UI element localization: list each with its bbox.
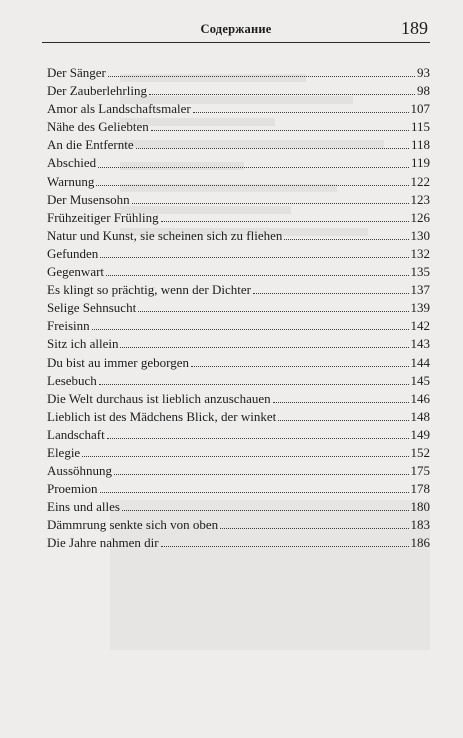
toc-entry-title: Der Musensohn [47,191,130,207]
toc-entry-page: 175 [410,463,430,479]
toc-entry-page: 183 [410,517,430,533]
toc-entry [47,516,430,534]
toc-entry-title: Proemion [47,481,98,497]
dot-leader [132,202,409,204]
table-of-contents [47,64,430,553]
toc-entry-title: Sitz ich allein [47,336,119,352]
toc-entry-title: Die Welt durchaus ist lieblich anzuschauen [47,390,271,406]
dot-leader [149,93,415,95]
toc-entry [47,299,430,317]
toc-entry-title: Selige Sehnsucht [47,300,137,316]
toc-entry-title: Gegenwart [47,264,105,280]
toc-entry [47,100,430,118]
toc-entry-page: 142 [410,318,430,334]
toc-entry-page: 115 [410,119,430,135]
dot-leader [99,383,409,385]
toc-entry-page: 123 [410,191,430,207]
toc-entry [47,191,430,209]
dot-leader [100,491,409,493]
toc-entry-title: Lieblich ist des Mädchens Blick, der winket [47,408,277,424]
toc-entry-page: 146 [410,390,430,406]
dot-leader [193,111,409,113]
toc-entry-title: Aussöhnung [47,463,113,479]
dot-leader [106,274,408,276]
dot-leader [82,455,408,457]
dot-leader [100,256,408,258]
toc-entry [47,426,430,444]
toc-entry-title: Frühzeitiger Frühling [47,209,159,225]
toc-entry-page: 149 [410,426,430,442]
dot-leader [278,419,408,421]
toc-entry [47,118,430,136]
toc-entry-page: 130 [410,227,430,243]
dot-leader [284,238,408,240]
dot-leader [253,292,409,294]
dot-leader [107,437,409,439]
dot-leader [96,184,408,186]
toc-entry [47,335,430,353]
toc-entry [47,480,430,498]
toc-entry [47,245,430,263]
toc-entry-page: 137 [410,282,430,298]
dot-leader [161,545,409,547]
running-header [42,16,430,43]
toc-entry [47,444,430,462]
toc-entry-page: 93 [417,65,430,80]
toc-entry [47,154,430,172]
toc-entry-page: 148 [410,408,430,424]
toc-entry-title: Landschaft [47,426,105,442]
toc-entry-title: Der Zauberlehrling [47,83,147,99]
dot-leader [220,527,408,529]
toc-entry-title: Abschied [47,155,97,171]
toc-entry-page: 122 [410,173,430,189]
toc-entry-title: Du bist au immer geborgen [47,354,190,370]
dot-leader [114,473,408,475]
toc-entry-page: 180 [410,499,430,515]
dot-leader [108,75,415,77]
toc-entry [47,263,430,281]
dot-leader [138,310,408,312]
toc-entry-title: Dämmrung senkte sich von oben [47,517,219,533]
page-number: 189 [401,18,428,38]
dot-leader [98,166,409,168]
toc-entry-title: An die Entfernte [47,137,134,153]
toc-entry-title: Nähe des Geliebten [47,119,149,135]
toc-entry-title: Natur und Kunst, sie scheinen sich zu fliehen [47,227,283,243]
toc-entry [47,209,430,227]
toc-entry [47,408,430,426]
toc-entry-title: Lesebuch [47,372,97,388]
toc-entry [47,82,430,100]
toc-entry-title: Die Jahre nahmen dir [47,535,159,551]
toc-entry-page: 98 [417,83,430,99]
toc-entry-page: 132 [410,245,430,261]
dot-leader [161,220,409,222]
page-title: Содержание [200,22,272,36]
toc-entry-page: 178 [410,481,430,497]
toc-entry-page: 119 [410,155,430,171]
toc-entry-title: Der Sänger [47,65,106,80]
dot-leader [122,509,409,511]
dot-leader [92,328,409,330]
toc-entry [47,498,430,516]
toc-entry [47,372,430,390]
toc-entry [47,64,430,82]
toc-entry [47,281,430,299]
toc-entry-page: 118 [410,137,430,153]
toc-entry-title: Elegie [47,444,81,460]
toc-entry-page: 135 [410,264,430,280]
toc-entry-page: 144 [410,354,430,370]
dot-leader [136,147,409,149]
toc-entry-title: Gefunden [47,245,99,261]
dot-leader [120,346,408,348]
toc-entry-page: 139 [410,300,430,316]
dot-leader [273,401,409,403]
toc-entry-page: 145 [410,372,430,388]
toc-entry-title: Amor als Landschaftsmaler [47,101,191,117]
toc-entry-title: Es klingt so prächtig, wenn der Dichter [47,282,251,298]
toc-entry [47,227,430,245]
toc-entry-page: 152 [410,444,430,460]
toc-entry-page: 143 [410,336,430,352]
toc-entry [47,317,430,335]
toc-entry [47,136,430,154]
toc-entry [47,462,430,480]
toc-entry-page: 186 [410,535,430,551]
toc-entry [47,390,430,408]
toc-entry [47,534,430,552]
dot-leader [191,365,408,367]
toc-entry-page: 126 [410,209,430,225]
toc-entry-title: Warnung [47,173,95,189]
dot-leader [151,129,409,131]
toc-entry-title: Freisinn [47,318,90,334]
toc-entry [47,173,430,191]
toc-entry [47,354,430,372]
toc-entry-title: Eins und alles [47,499,120,515]
toc-entry-page: 107 [410,101,430,117]
